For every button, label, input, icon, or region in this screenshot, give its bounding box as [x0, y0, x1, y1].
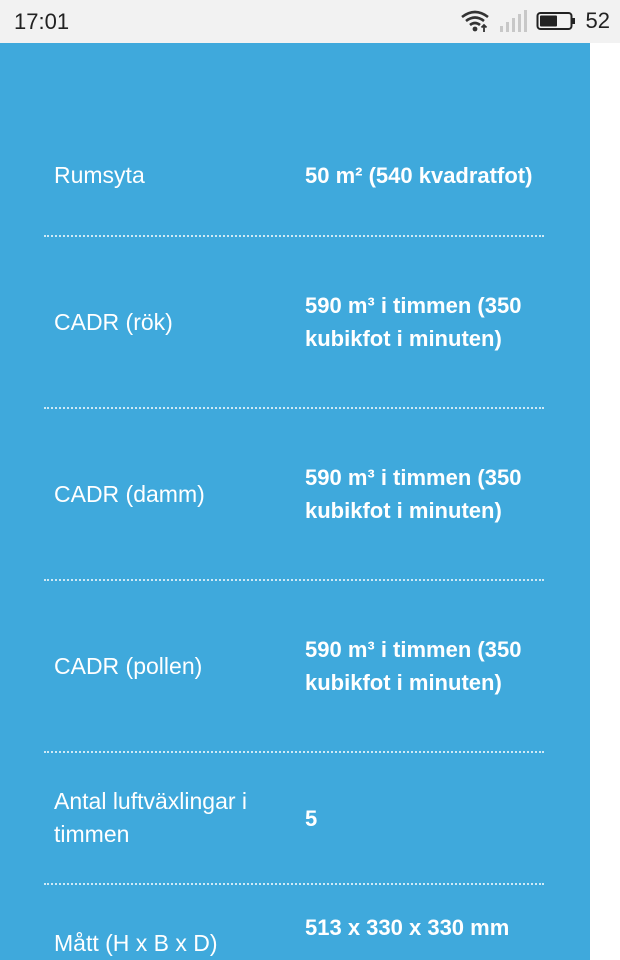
battery-percent: 52 — [585, 8, 610, 33]
spec-label: Mått (H x B x D) — [54, 930, 218, 956]
spec-row-room-area — [44, 115, 544, 237]
spec-row-dimensions — [44, 885, 544, 960]
spec-value: 50 m² (540 kvadratfot) — [305, 162, 533, 188]
spec-row-cadr-dust — [44, 409, 544, 581]
page-margin — [590, 43, 620, 960]
status-icons — [460, 8, 610, 34]
specs-table — [44, 115, 544, 960]
wifi-icon — [460, 9, 490, 33]
spec-value: 590 m³ i timmen (350 kubikfot i minuten) — [305, 465, 522, 523]
spec-value: 513 x 330 x 330 mm — [305, 915, 510, 940]
signal-icon — [498, 9, 528, 33]
spec-row-cadr-smoke — [44, 237, 544, 409]
spec-label: CADR (rök) — [54, 308, 173, 335]
status-bar — [0, 0, 620, 43]
spec-label: Antal luftväxlingar i timmen — [54, 788, 248, 847]
spec-label: Rumsyta — [54, 161, 145, 188]
spec-label: CADR (damm) — [54, 480, 205, 507]
spec-row-cadr-pollen — [44, 581, 544, 753]
specs-panel — [0, 43, 590, 960]
spec-value: 5 — [305, 805, 318, 831]
spec-row-air-changes — [44, 753, 544, 885]
status-time: 17:01 — [14, 9, 70, 34]
spec-value: 590 m³ i timmen (350 kubikfot i minuten) — [305, 637, 522, 695]
battery-icon — [536, 10, 576, 32]
spec-label: CADR (pollen) — [54, 652, 203, 679]
spec-value: 590 m³ i timmen (350 kubikfot i minuten) — [305, 293, 522, 351]
